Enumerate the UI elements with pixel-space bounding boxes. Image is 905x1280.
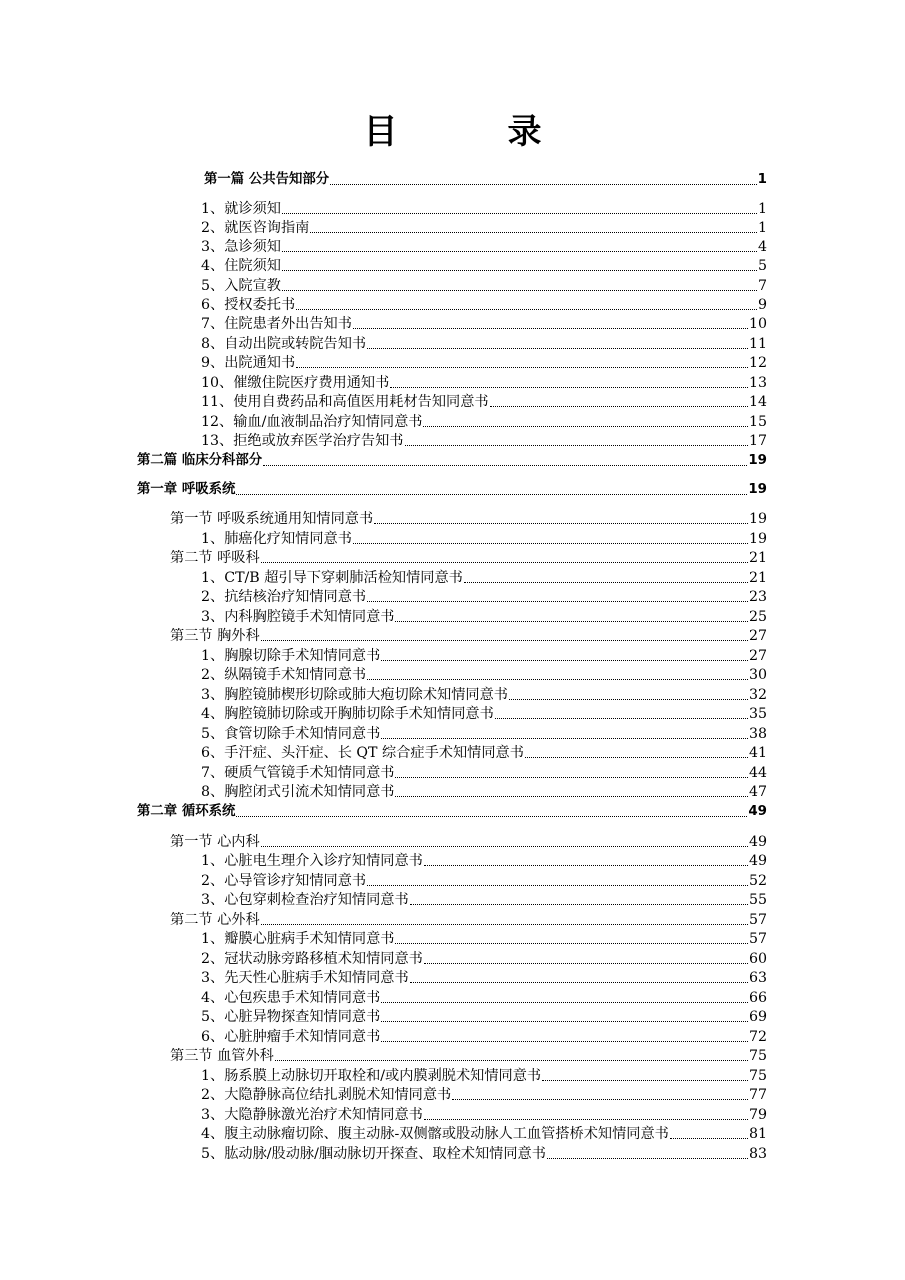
toc-entry-label: 第三节 血管外科 [170,1048,274,1064]
toc-leader-dots [423,425,747,427]
toc-entry-label: 4、胸腔镜肺切除或开胸肺切除手术知情同意书 [201,706,494,722]
toc-leader-dots [381,1001,748,1003]
toc-leader-dots [282,212,757,214]
toc-entry-page: 4 [757,239,767,255]
toc-leader-dots [236,493,747,495]
toc-entry[interactable] [201,334,767,354]
toc-entry[interactable] [201,665,767,685]
toc-entry[interactable] [201,353,767,373]
toc-entry-label: 1、瓣膜心脏病手术知情同意书 [201,931,395,947]
toc-entry[interactable] [201,949,767,969]
toc-entry-label: 6、手汗症、头汗症、长 QT 综合症手术知情同意书 [201,745,524,761]
toc-entry-label: 2、心导管诊疗知情同意书 [201,873,367,889]
toc-leader-dots [395,942,747,944]
toc-entry-label: 5、食管切除手术知情同意书 [201,726,381,742]
toc-entry[interactable] [201,431,767,451]
toc-entry[interactable] [201,1105,767,1125]
toc-entry-label: 8、胸腔闭式引流术知情同意书 [201,784,395,800]
toc-entry-label: 3、大隐静脉激光治疗术知情同意书 [201,1107,423,1123]
toc-entry[interactable] [201,890,767,910]
toc-entry-page: 1 [757,201,767,217]
toc-leader-dots [495,717,748,719]
toc-entry-label: 1、肠系膜上动脉切开取栓和/或内膜剥脱术知情同意书 [201,1068,542,1084]
toc-entry-label: 1、就诊须知 [201,201,281,217]
toc-entry-label: 第二节 心外科 [170,912,260,928]
toc-entry-page: 57 [748,931,767,947]
toc-leader-dots [367,884,748,886]
toc-entry-label: 1、心脏电生理介入诊疗知情同意书 [201,853,423,869]
toc-entry[interactable] [201,1066,767,1086]
toc-entry-page: 66 [748,990,767,1006]
toc-leader-dots [525,756,748,758]
toc-entry-page: 19 [748,453,767,468]
toc-entry[interactable] [201,763,767,783]
toc-entry-label: 1、胸腺切除手术知情同意书 [201,648,381,664]
toc-entry[interactable] [201,276,767,296]
toc-entry[interactable] [201,1027,767,1047]
toc-entry[interactable] [137,480,767,500]
toc-entry-page: 57 [748,912,767,928]
toc-entry-label: 1、CT/B 超引导下穿刺肺活检知情同意书 [201,570,463,586]
toc-entry-label: 第三节 胸外科 [170,628,260,644]
toc-entry[interactable] [201,237,767,257]
toc-entry[interactable] [201,295,767,315]
toc-entry[interactable] [170,548,767,568]
toc-entry-page: 72 [748,1029,767,1045]
toc-leader-dots [261,845,748,847]
toc-entry-label: 2、抗结核治疗知情同意书 [201,589,367,605]
toc-leader-dots [310,231,757,233]
toc-entry-label: 第二节 呼吸科 [170,550,260,566]
toc-entry[interactable] [201,199,767,219]
toc-entry[interactable] [201,587,767,607]
toc-entry-label: 2、就医咨询指南 [201,220,310,236]
toc-leader-dots [261,561,748,563]
toc-entry-page: 52 [748,873,767,889]
toc-entry-label: 7、硬质气管镜手术知情同意书 [201,765,395,781]
toc-entry[interactable] [170,626,767,646]
toc-entry[interactable] [201,988,767,1008]
toc-entry-label: 第二篇 临床分科部分 [137,453,263,468]
toc-entry-label: 1、肺癌化疗知情同意书 [201,531,352,547]
toc-entry[interactable] [170,910,767,930]
toc-entry[interactable] [204,170,767,190]
toc-entry-label: 7、住院患者外出告知书 [201,316,352,332]
toc-entry-page: 49 [748,834,767,850]
toc-leader-dots [353,542,748,544]
toc-entry[interactable] [201,568,767,588]
toc-entry[interactable] [201,392,767,412]
toc-leader-dots [395,776,747,778]
toc-entry[interactable] [201,373,767,393]
toc-entry[interactable] [201,646,767,666]
toc-leader-dots [367,600,748,602]
toc-entry[interactable] [201,1007,767,1027]
toc-entry[interactable] [201,929,767,949]
toc-entry-page: 17 [748,433,767,449]
toc-entry[interactable] [170,509,767,529]
toc-entry-label: 9、出院通知书 [201,355,296,371]
toc-leader-dots [395,795,747,797]
toc-entry-page: 63 [748,970,767,986]
toc-entry-label: 8、自动出院或转院告知书 [201,336,367,352]
toc-entry[interactable] [201,724,767,744]
toc-entry-page: 38 [748,726,767,742]
toc-leader-dots [282,269,757,271]
toc-entry-page: 11 [748,336,767,352]
toc-leader-dots [236,815,747,817]
toc-entry[interactable] [201,607,767,627]
toc-entry-page: 75 [748,1068,767,1084]
toc-entry-label: 4、住院须知 [201,258,281,274]
toc-entry-page: 35 [748,706,767,722]
toc-entry-label: 第一节 呼吸系统通用知情同意书 [170,511,374,527]
toc-entry-page: 77 [748,1087,767,1103]
toc-entry-page: 47 [748,784,767,800]
toc-entry-label: 3、心包穿刺检查治疗知情同意书 [201,892,409,908]
toc-entry-page: 81 [748,1126,767,1142]
toc-entry[interactable] [201,968,767,988]
toc-entry-page: 79 [748,1107,767,1123]
toc-entry-label: 第二章 循环系统 [137,804,236,819]
toc-leader-dots [261,923,748,925]
toc-entry-page: 10 [748,316,767,332]
toc-leader-dots [261,639,748,641]
toc-entry-label: 3、胸腔镜肺楔形切除或肺大疱切除术知情同意书 [201,687,508,703]
toc-leader-dots [381,659,748,661]
toc-entry-label: 5、心脏异物探查知情同意书 [201,1009,381,1025]
toc-entry-page: 32 [748,687,767,703]
toc-entry-page: 41 [748,745,767,761]
toc-entry[interactable] [137,802,767,822]
toc-entry[interactable] [201,529,767,549]
toc-entry-label: 第一篇 公共告知部分 [204,172,330,187]
toc-leader-dots [410,903,748,905]
toc-entry-label: 13、拒绝或放弃医学治疗告知书 [201,433,404,449]
toc-entry-page: 60 [748,951,767,967]
toc-leader-dots [395,620,747,622]
toc-entry-label: 4、腹主动脉瘤切除、腹主动脉-双侧髂或股动脉人工血管搭桥术知情同意书 [201,1126,669,1142]
toc-entry-page: 12 [748,355,767,371]
toc-entry-page: 49 [748,804,767,819]
toc-entry-label: 4、心包疾患手术知情同意书 [201,990,381,1006]
toc-entry[interactable] [201,782,767,802]
toc-entry-page: 19 [748,482,767,497]
toc-entry-page: 19 [748,511,767,527]
toc-leader-dots [296,366,748,368]
toc-leader-dots [263,464,747,466]
toc-leader-dots [374,522,748,524]
toc-entry-page: 49 [748,853,767,869]
toc-entry[interactable] [201,314,767,334]
toc-entry-label: 第一节 心内科 [170,834,260,850]
toc-leader-dots [490,405,748,407]
toc-entry-page: 27 [748,648,767,664]
toc-entry[interactable] [201,851,767,871]
toc-leader-dots [464,581,748,583]
toc-leader-dots [296,308,757,310]
toc-entry-page: 83 [748,1146,767,1162]
toc-leader-dots [509,698,748,700]
toc-leader-dots [424,864,748,866]
toc-entry-label: 3、急诊须知 [201,239,281,255]
toc-leader-dots [381,1040,748,1042]
toc-leader-dots [390,386,748,388]
toc-leader-dots [410,981,748,983]
toc-entry-page: 21 [748,570,767,586]
toc-entry[interactable] [201,743,767,763]
toc-entry-page: 44 [748,765,767,781]
toc-leader-dots [367,347,748,349]
toc-entry[interactable] [137,451,767,471]
toc-entry-label: 10、催缴住院医疗费用通知书 [201,375,390,391]
toc-leader-dots [405,444,748,446]
toc-entry-label: 6、心脏肿瘤手术知情同意书 [201,1029,381,1045]
toc-entry[interactable] [201,704,767,724]
toc-leader-dots [452,1098,748,1100]
toc-entry-label: 3、先天性心脏病手术知情同意书 [201,970,409,986]
toc-entry-label: 2、纵隔镜手术知情同意书 [201,667,367,683]
toc-leader-dots [424,1118,748,1120]
toc-entry-label: 5、入院宣教 [201,278,281,294]
toc-leader-dots [542,1079,748,1081]
toc-leader-dots [367,678,748,680]
toc-leader-dots [353,327,748,329]
toc-leader-dots [282,289,757,291]
toc-entry-page: 55 [748,892,767,908]
toc-entry-page: 1 [757,220,767,236]
toc-entry-label: 12、输血/血液制品治疗知情同意书 [201,414,423,430]
toc-entry-page: 21 [748,550,767,566]
toc-entry-label: 2、大隐静脉高位结扎剥脱术知情同意书 [201,1087,452,1103]
toc-entry-label: 2、冠状动脉旁路移植术知情同意书 [201,951,423,967]
toc-entry-label: 3、内科胸腔镜手术知情同意书 [201,609,395,625]
toc-entry-label: 6、授权委托书 [201,297,296,313]
toc-leader-dots [275,1059,748,1061]
toc-leader-dots [424,962,748,964]
toc-entry-page: 9 [757,297,767,313]
toc-entry-label: 5、肱动脉/股动脉/腘动脉切开探查、取栓术知情同意书 [201,1146,546,1162]
toc-entry-page: 69 [748,1009,767,1025]
toc-entry[interactable] [201,1144,767,1164]
toc-entry[interactable] [201,218,767,238]
toc-leader-dots [381,737,748,739]
toc-entry-page: 13 [748,375,767,391]
toc-entry-page: 25 [748,609,767,625]
page-title: 目 录 [363,112,580,152]
toc-entry-page: 1 [757,172,767,187]
toc-entry[interactable] [201,1124,767,1144]
toc-entry-page: 23 [748,589,767,605]
toc-entry-label: 第一章 呼吸系统 [137,482,236,497]
toc-leader-dots [330,183,756,185]
toc-entry[interactable] [201,871,767,891]
toc-leader-dots [282,250,757,252]
toc-entry-page: 5 [757,258,767,274]
toc-leader-dots [381,1020,748,1022]
toc-entry[interactable] [201,412,767,432]
toc-entry-page: 27 [748,628,767,644]
toc-entry[interactable] [170,832,767,852]
toc-leader-dots [547,1157,748,1159]
toc-entry-page: 15 [748,414,767,430]
toc-entry-page: 75 [748,1048,767,1064]
toc-entry-label: 11、使用自费药品和高值医用耗材告知同意书 [201,394,489,410]
toc-entry-page: 19 [748,531,767,547]
toc-entry[interactable] [170,1046,767,1066]
toc-entry-page: 7 [757,278,767,294]
toc-entry-page: 30 [748,667,767,683]
toc-entry[interactable] [201,256,767,276]
toc-entry[interactable] [201,685,767,705]
toc-entry-page: 14 [748,394,767,410]
toc-leader-dots [670,1137,748,1139]
toc-entry[interactable] [201,1085,767,1105]
